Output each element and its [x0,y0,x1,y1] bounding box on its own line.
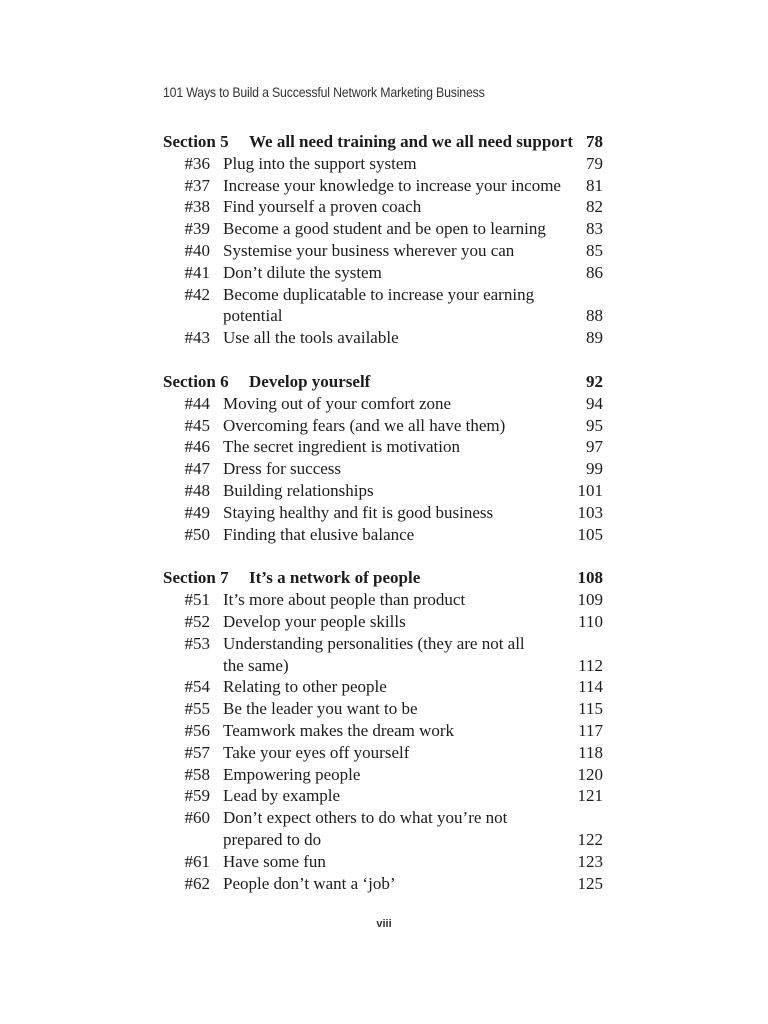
toc-entry-line [163,327,603,349]
entry-title: Use all the tools available [223,328,399,348]
entry-title: the same) [223,655,289,675]
toc-entry-line [163,393,603,415]
entry-number: #58 [184,764,210,784]
entry-title: Understanding personalities (they are not all [223,633,525,653]
toc-entry-line [163,436,603,458]
entry-page-number: 121 [577,786,603,806]
toc-entry-line [163,611,603,633]
section-heading [163,371,603,393]
entry-number: #38 [184,197,210,217]
entry-title: It’s more about people than product [223,590,466,610]
entry-page-number: 112 [578,655,603,675]
section-title: It’s a network of people [249,568,421,588]
entry-page-number: 122 [577,829,603,849]
toc-entry-line [163,873,603,895]
entry-page-number: 109 [577,590,603,610]
toc-entry-line [163,502,603,524]
toc-entry-line [163,305,603,327]
entry-page-number: 118 [578,742,603,762]
entry-page-number: 81 [586,175,603,195]
entry-number: #47 [184,459,210,479]
entry-number: #56 [184,720,210,740]
entry-page-number: 82 [586,197,603,217]
section-heading [163,567,603,589]
entry-number: #49 [184,502,210,522]
entry-number: #61 [184,851,210,871]
entry-number: #54 [184,677,210,697]
toc-entry-line [163,415,603,437]
toc-entry-line [163,851,603,873]
entry-page-number: 85 [586,240,603,260]
toc-entry-line [163,153,603,175]
section-title: We all need training and we all need support [249,132,573,151]
entry-page-number: 105 [577,524,603,544]
entry-title: People don’t want a ‘job’ [223,873,396,893]
entry-number: #48 [184,480,210,500]
toc-section [163,131,603,349]
entry-number: #62 [184,873,210,893]
entry-page-number: 117 [578,720,603,740]
table-of-contents [163,131,603,894]
entry-page-number: 101 [577,480,603,500]
entry-title: Be the leader you want to be [223,699,418,719]
toc-entry-line [163,524,603,546]
entry-number: #41 [184,262,210,282]
entry-number: #53 [184,633,210,653]
section-page-number: 92 [586,371,603,391]
entry-title: Take your eyes off yourself [223,742,410,762]
toc-entry-line [163,807,603,829]
toc-section [163,567,603,894]
toc-section [163,371,603,545]
entry-title: Overcoming fears (and we all have them) [223,415,506,435]
entry-page-number: 88 [586,306,603,326]
entry-number: #43 [184,328,210,348]
entry-page-number: 95 [586,415,603,435]
toc-entry-line [163,764,603,786]
section-page-number: 78 [586,132,603,151]
entry-title: Staying healthy and fit is good business [223,502,494,522]
page-number: viii [376,918,392,930]
entry-page-number: 83 [586,219,603,239]
entry-number: #51 [184,590,210,610]
toc-entry-line [163,720,603,742]
section-title: Develop yourself [249,371,371,391]
entry-number: #44 [184,393,210,413]
entry-number: #39 [184,219,210,239]
entry-number: #37 [184,175,210,195]
toc-entry-line [163,698,603,720]
toc-entry-line [163,196,603,218]
entry-number: #50 [184,524,210,544]
entry-page-number: 114 [578,677,603,697]
toc-entry-line [163,240,603,262]
toc-entry-line [163,262,603,284]
toc-entry-line [163,633,603,655]
entry-number: #36 [184,153,210,173]
entry-title: Dress for success [223,459,342,479]
entry-page-number: 99 [586,459,603,479]
entry-page-number: 86 [586,262,603,282]
entry-page-number: 94 [586,393,603,413]
entry-title: Have some fun [223,851,326,871]
entry-title: Become a good student and be open to learning [223,219,546,239]
entry-title: Develop your people skills [223,611,406,631]
section-heading [163,131,603,153]
entry-number: #57 [184,742,210,762]
entry-title: Relating to other people [223,677,387,697]
toc-entry-line [163,785,603,807]
entry-number: #42 [184,284,210,304]
entry-title: Lead by example [223,786,341,806]
entry-title: Teamwork makes the dream work [223,720,455,740]
toc-entry-line [163,742,603,764]
entry-page-number: 103 [577,502,603,522]
entry-number: #60 [184,808,210,828]
section-label: Section 6 [163,371,229,391]
running-head: 101 Ways to Build a Successful Network Marketing Business [163,84,485,100]
section-page-number: 108 [577,568,603,588]
entry-title: prepared to do [223,829,322,849]
toc-entry-line [163,458,603,480]
toc-entry-line [163,676,603,698]
entry-title: Don’t dilute the system [223,262,382,282]
entry-number: #46 [184,437,210,457]
toc-entry-line [163,175,603,197]
entry-number: #45 [184,415,210,435]
toc-entry-line [163,655,603,677]
entry-page-number: 115 [578,699,603,719]
entry-title: Finding that elusive balance [223,524,415,544]
section-label: Section 5 [163,132,229,151]
entry-number: #59 [184,786,210,806]
entry-page-number: 97 [586,437,603,457]
entry-page-number: 125 [577,873,603,893]
entry-title: Systemise your business wherever you can [223,240,515,260]
entry-title: Find yourself a proven coach [223,197,422,217]
entry-page-number: 79 [586,153,603,173]
entry-title: potential [223,306,283,326]
toc-entry-line [163,589,603,611]
entry-title: Moving out of your comfort zone [223,393,452,413]
entry-page-number: 110 [578,611,603,631]
toc-entry-line [163,829,603,851]
entry-title: Increase your knowledge to increase your income [223,175,561,195]
entry-title: Become duplicatable to increase your earning [223,284,535,304]
entry-title: Building relationships [223,480,374,500]
toc-entry-line [163,480,603,502]
section-label: Section 7 [163,568,229,588]
entry-title: Don’t expect others to do what you’re not [223,808,508,828]
entry-title: Empowering people [223,764,361,784]
entry-page-number: 89 [586,328,603,348]
entry-title: Plug into the support system [223,153,417,173]
toc-entry-line [163,284,603,306]
entry-number: #55 [184,699,210,719]
entry-number: #40 [184,240,210,260]
entry-page-number: 123 [577,851,603,871]
entry-number: #52 [184,611,210,631]
entry-title: The secret ingredient is motivation [223,437,460,457]
entry-page-number: 120 [577,764,603,784]
toc-entry-line [163,218,603,240]
